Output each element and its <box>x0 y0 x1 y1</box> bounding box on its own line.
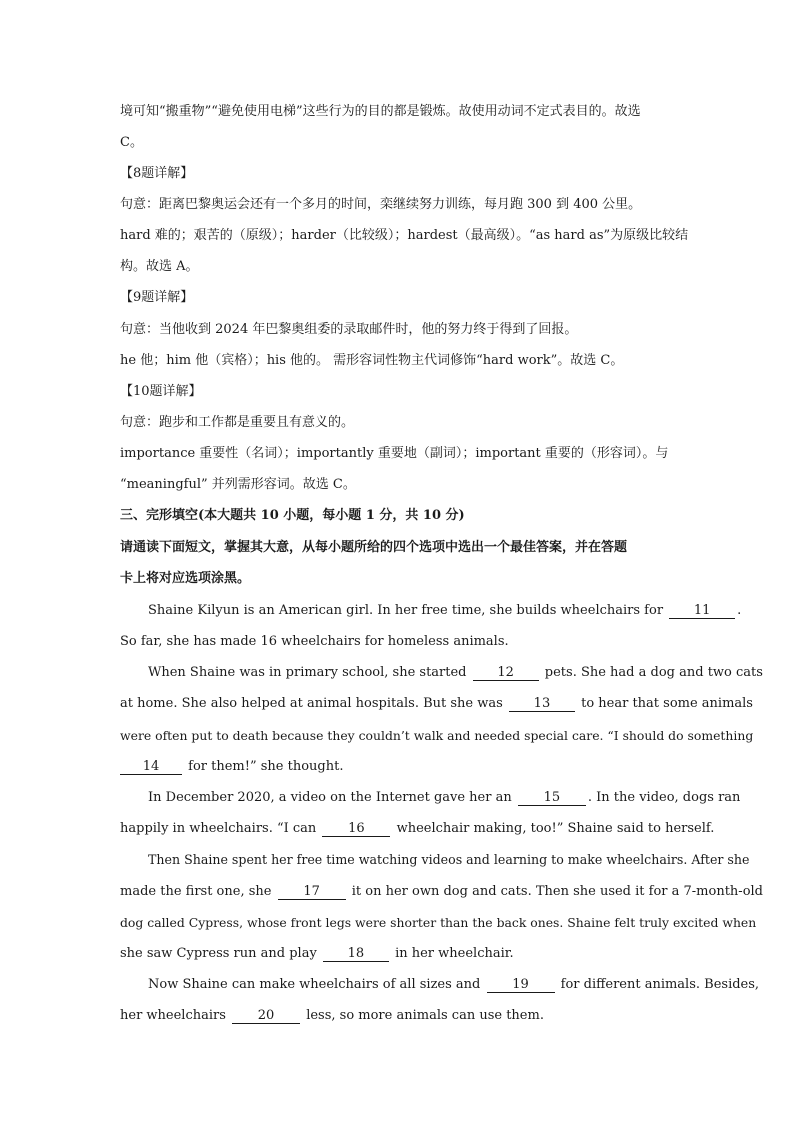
explanation-line: hard 难的；艰苦的（原级）；harder（比较级）；hardest（最高级）。“as hard as”为原级比较结 <box>120 228 689 243</box>
passage-text: it on her own dog and cats. Then she used it for a 7-month-old <box>351 884 764 899</box>
blank-20: 20 <box>232 1008 300 1024</box>
passage-text: Now Shaine can make wheelchairs of all sizes and <box>148 977 481 992</box>
passage-text: wheelchair making, too!” Shaine said to herself. <box>396 821 715 836</box>
passage-line <box>120 695 753 713</box>
blank-18: 18 <box>323 946 389 962</box>
passage-line <box>120 1007 676 1025</box>
instruction-line: 卡上将对应选项涂黑。 <box>120 571 251 586</box>
explanation-line: “meaningful” 并列需形容词。故选 C。 <box>120 477 356 492</box>
section-heading-q10: 【10题详解】 <box>120 384 202 399</box>
passage-line: were often put to death because they couldn’t walk and needed special care. “I should do something <box>120 728 754 743</box>
passage-line: Then Shaine spent her free time watching videos and learning to make wheelchairs. After she <box>148 852 750 867</box>
explanation-line: he 他；him 他（宾格）；his 他的。 需形容词性物主代词修饰“hard work”。故选 C。 <box>120 353 624 368</box>
blank-13: 13 <box>509 696 575 712</box>
passage-text: at home. She also helped at animal hospitals. But she was <box>120 696 503 711</box>
explanation-line: 境可知“搬重物”“避免使用电梯”这些行为的目的都是锻炼。故使用动词不定式表目的。故选 <box>120 104 641 119</box>
passage-text: Shaine Kilyun is an American girl. In her free time, she builds wheelchairs for <box>148 603 664 618</box>
explanation-line: importance 重要性（名词）；importantly 重要地（副词）；important 重要的（形容词）。与 <box>120 446 669 461</box>
passage-line <box>120 820 715 838</box>
blank-12: 12 <box>473 665 539 681</box>
passage-text: pets. She had a dog and two cats <box>544 665 763 680</box>
blank-15: 15 <box>518 790 586 806</box>
explanation-line: 句意：当他收到 2024 年巴黎奥组委的录取邮件时，他的努力终于得到了回报。 <box>120 322 578 337</box>
passage-text: happily in wheelchairs. “I can <box>120 821 317 836</box>
passage-text: made the first one, she <box>120 884 272 899</box>
passage-text: When Shaine was in primary school, she started <box>148 665 467 680</box>
passage-line: So far, she has made 16 wheelchairs for homeless animals. <box>120 634 509 649</box>
explanation-line: 句意：距离巴黎奥运会还有一个多月的时间，栾继续努力训练，每月跑 300 到 400 公里。 <box>120 197 642 212</box>
explanation-line: 句意：跑步和工作都是重要且有意义的。 <box>120 415 355 430</box>
passage-line <box>148 664 763 682</box>
blank-14: 14 <box>120 759 182 775</box>
section-title-cloze: 三、完形填空(本大题共 10 小题，每小题 1 分，共 10 分) <box>120 508 465 523</box>
blank-11: 11 <box>669 603 735 619</box>
passage-text: for them!” she thought. <box>188 759 344 774</box>
explanation-line: C。 <box>120 135 143 150</box>
passage-line <box>120 883 764 901</box>
passage-text: . In the video, dogs ran <box>587 790 741 805</box>
passage-line <box>148 602 742 620</box>
section-heading-q8: 【8题详解】 <box>120 166 194 181</box>
passage-text: for different animals. Besides, <box>560 977 760 992</box>
passage-text: to hear that some animals <box>581 696 753 711</box>
passage-line <box>148 789 741 807</box>
passage-line <box>120 758 676 776</box>
passage-line <box>120 945 676 963</box>
instruction-line: 请通读下面短文，掌握其大意，从每小题所给的四个选项中选出一个最佳答案，并在答题 <box>120 540 628 555</box>
blank-19: 19 <box>487 977 555 993</box>
passage-text: in her wheelchair. <box>395 946 514 961</box>
passage-text: she saw Cypress run and play <box>120 946 317 961</box>
passage-text: In December 2020, a video on the Internet gave her an <box>148 790 512 805</box>
passage-text: her wheelchairs <box>120 1008 226 1023</box>
passage-line <box>148 976 760 994</box>
blank-17: 17 <box>278 884 346 900</box>
passage-text: less, so more animals can use them. <box>306 1008 544 1023</box>
passage-text: . <box>737 603 742 618</box>
blank-16: 16 <box>322 821 390 837</box>
explanation-line: 构。故选 A。 <box>120 259 199 274</box>
passage-line: dog called Cypress, whose front legs were shorter than the back ones. Shaine felt truly excited when <box>120 915 757 930</box>
section-heading-q9: 【9题详解】 <box>120 290 194 305</box>
